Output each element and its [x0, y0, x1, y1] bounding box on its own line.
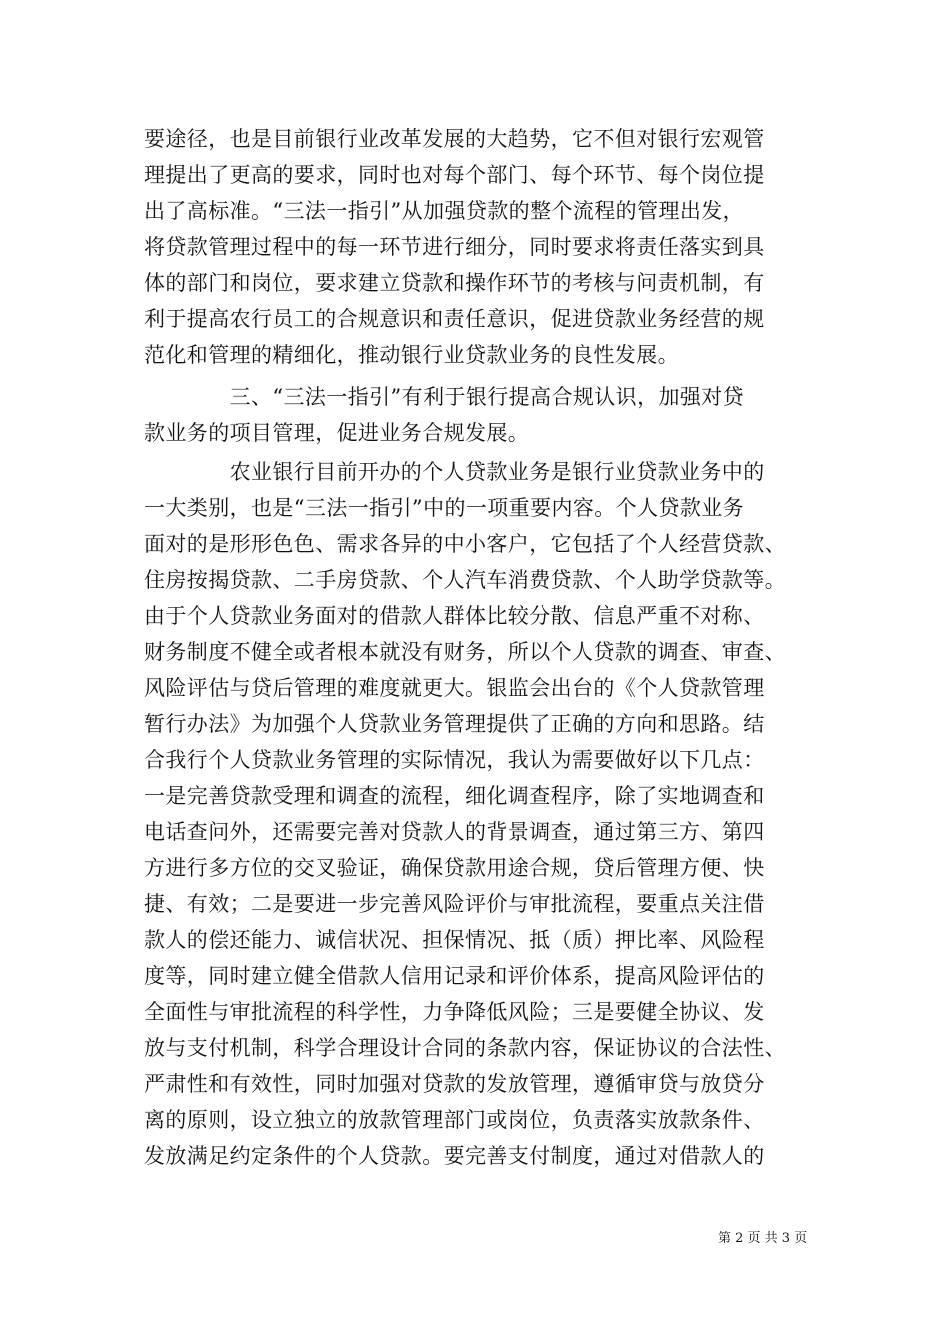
text-line: 合我行个人贷款业务管理的实际情况，我认为需要做好以下几点：	[144, 748, 765, 772]
text-line: 财务制度不健全或者根本就没有财务，所以个人贷款的调查、审查、	[144, 640, 786, 664]
text-line: 将贷款管理过程中的每一环节进行细分，同时要求将责任落实到具	[144, 235, 765, 259]
text-line: 全面性与审批流程的科学性，力争降低风险；三是要健全协议、发	[144, 1000, 765, 1024]
text-line: 面对的是形形色色、需求各异的中小客户，它包括了个人经营贷款、	[144, 532, 786, 556]
text-line: 理提出了更高的要求，同时也对每个部门、每个环节、每个岗位提	[144, 163, 765, 187]
text-line: 一大类别，也是“三法一指引”中的一项重要内容。个人贷款业务	[144, 496, 745, 520]
text-line: 风险评估与贷后管理的难度就更大。银监会出台的《个人贷款管理	[144, 676, 765, 700]
text-line: 由于个人贷款业务面对的借款人群体比较分散、信息严重不对称、	[144, 604, 765, 628]
text-line: 电话查问外，还需要完善对贷款人的背景调查，通过第三方、第四	[144, 820, 765, 844]
text-line: 度等，同时建立健全借款人信用记录和评价体系，提高风险评估的	[144, 964, 765, 988]
text-line: 款人的偿还能力、诚信状况、担保情况、抵（质）押比率、风险程	[144, 928, 765, 952]
text-line: 捷、有效；二是要进一步完善风险评价与审批流程，要重点关注借	[144, 892, 765, 916]
text-line: 范化和管理的精细化，推动银行业贷款业务的良性发展。	[144, 343, 679, 367]
text-line: 严肃性和有效性，同时加强对贷款的发放管理，遵循审贷与放贷分	[144, 1072, 765, 1096]
text-line: 方进行多方位的交叉验证，确保贷款用途合规，贷后管理方便、快	[144, 856, 765, 880]
text-line: 暂行办法》为加强个人贷款业务管理提供了正确的方向和思路。结	[144, 712, 765, 736]
paragraph-first-line: 农业银行目前开办的个人贷款业务是银行业贷款业务中的	[144, 460, 765, 484]
text-line: 住房按揭贷款、二手房贷款、个人汽车消费贷款、个人助学贷款等。	[144, 568, 786, 592]
text-line: 放与支付机制，科学合理设计合同的条款内容，保证协议的合法性、	[144, 1036, 786, 1060]
text-line: 要途径，也是目前银行业改革发展的大趋势，它不但对银行宏观管	[144, 127, 765, 151]
section-heading-line: 三、“三法一指引”有利于银行提高合规认识，加强对贷	[144, 385, 745, 409]
text-line: 出了高标准。“三法一指引”从加强贷款的整个流程的管理出发，	[144, 199, 745, 223]
text-line: 离的原则，设立独立的放款管理部门或岗位，负责落实放款条件、	[144, 1108, 765, 1132]
section-heading-line: 款业务的项目管理，促进业务合规发展。	[144, 421, 530, 445]
page-number-footer: 第 2 页 共 3 页	[718, 1231, 808, 1246]
text-line: 发放满足约定条件的个人贷款。要完善支付制度，通过对借款人的	[144, 1144, 765, 1168]
text-line: 利于提高农行员工的合规意识和责任意识，促进贷款业务经营的规	[144, 307, 765, 331]
text-line: 一是完善贷款受理和调查的流程，细化调查程序，除了实地调查和	[144, 784, 765, 808]
text-line: 体的部门和岗位，要求建立贷款和操作环节的考核与问责机制，有	[144, 271, 765, 295]
